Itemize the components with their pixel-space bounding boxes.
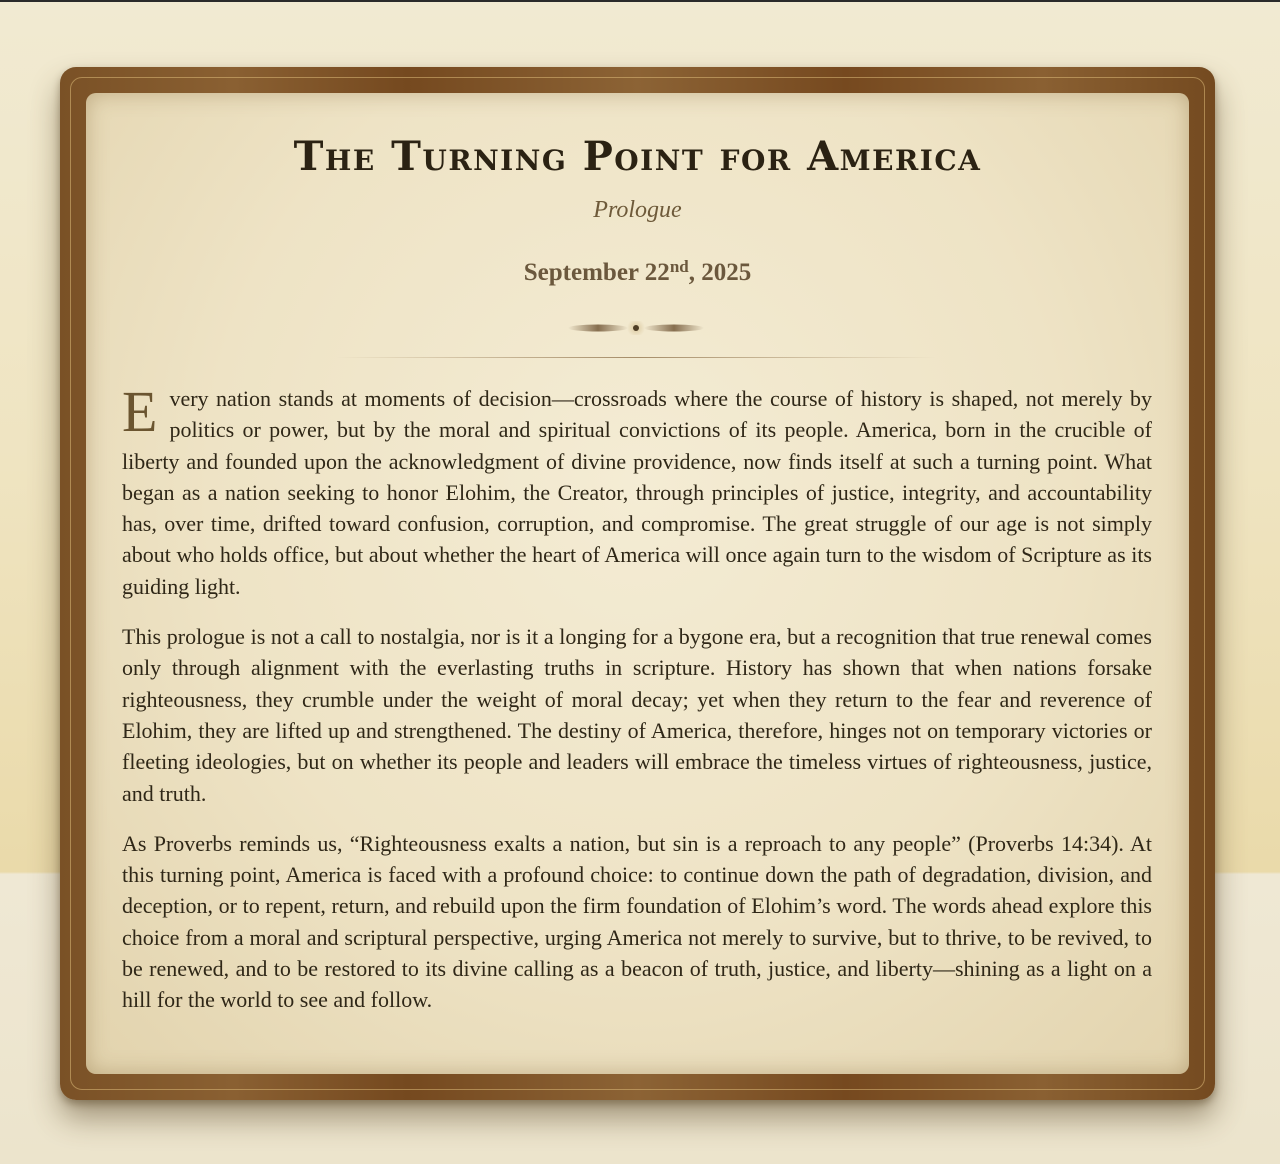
top-edge-line [0,0,1280,2]
title-divider-line [336,357,936,358]
paragraph-1 [122,379,1152,602]
ornament-right-bar [644,325,704,332]
parchment-page [86,93,1189,1074]
paragraph-1-text: very nation stands at moments of decision—crossroads where the course of history is shaped, not merely by politics or power, but by the moral and spiritual convictions of its people. America, born in the crucible of liberty and founded upon the acknowledgment of divine providence, now finds itself at such a turning point. What began as a nation seeking to honor Elohim, the Creator, through principles of justice, integrity, and accountability has, over time, drifted toward confusion, corruption, and compromise. The great struggle of our age is not simply about who holds office, but about whether the heart of America will once again turn to the wisdom of Scripture as its guiding light. [122,386,1152,599]
paragraph-3: As Proverbs reminds us, “Righteousness exalts a nation, but sin is a reproach to any people” (Proverbs 14:34). At this turning point, America is faced with a profound choice: to continue down the path of degradation, division, and deception, or to repent, return, and rebuild upon the firm foundation of Elohim’s word. The words ahead explore this choice from a moral and scriptural perspective, urging America not merely to survive, but to thrive, to be revived, to be renewed, and to be restored to its divine calling as a beacon of truth, justice, and liberty—shining as a light on a hill for the world to see and follow. [122,830,1152,1013]
paragraph-2: This prologue is not a call to nostalgia, nor is it a longing for a bygone era, but a recognition that true renewal comes only through alignment with the everlasting truths in scripture. History has shown that when nations forsake righteousness, they crumble under the weight of moral decay; yet when they return to the fear and reverence of Elohim, they are lifted up and strengthened. The destiny of America, therefore, hinges not on temporary victories or fleeting ideologies, but on whether its people and leaders will embrace the timeless virtues of righteousness, justice, and truth. [122,624,1152,806]
prologue-body [122,379,1152,1035]
date-suffix: , 2025 [688,259,752,286]
ornament-divider-icon [568,321,704,335]
ornament-dot [633,325,639,331]
drop-cap: E [122,379,158,444]
wooden-frame [60,67,1215,1100]
ornament-left-bar [568,325,628,332]
page-title: The Turning Point for America [293,133,982,180]
prologue-subtitle: Prologue [593,197,682,223]
date-ordinal: nd [669,257,689,276]
date-line [86,259,1189,287]
date-prefix: September 22 [523,259,670,286]
